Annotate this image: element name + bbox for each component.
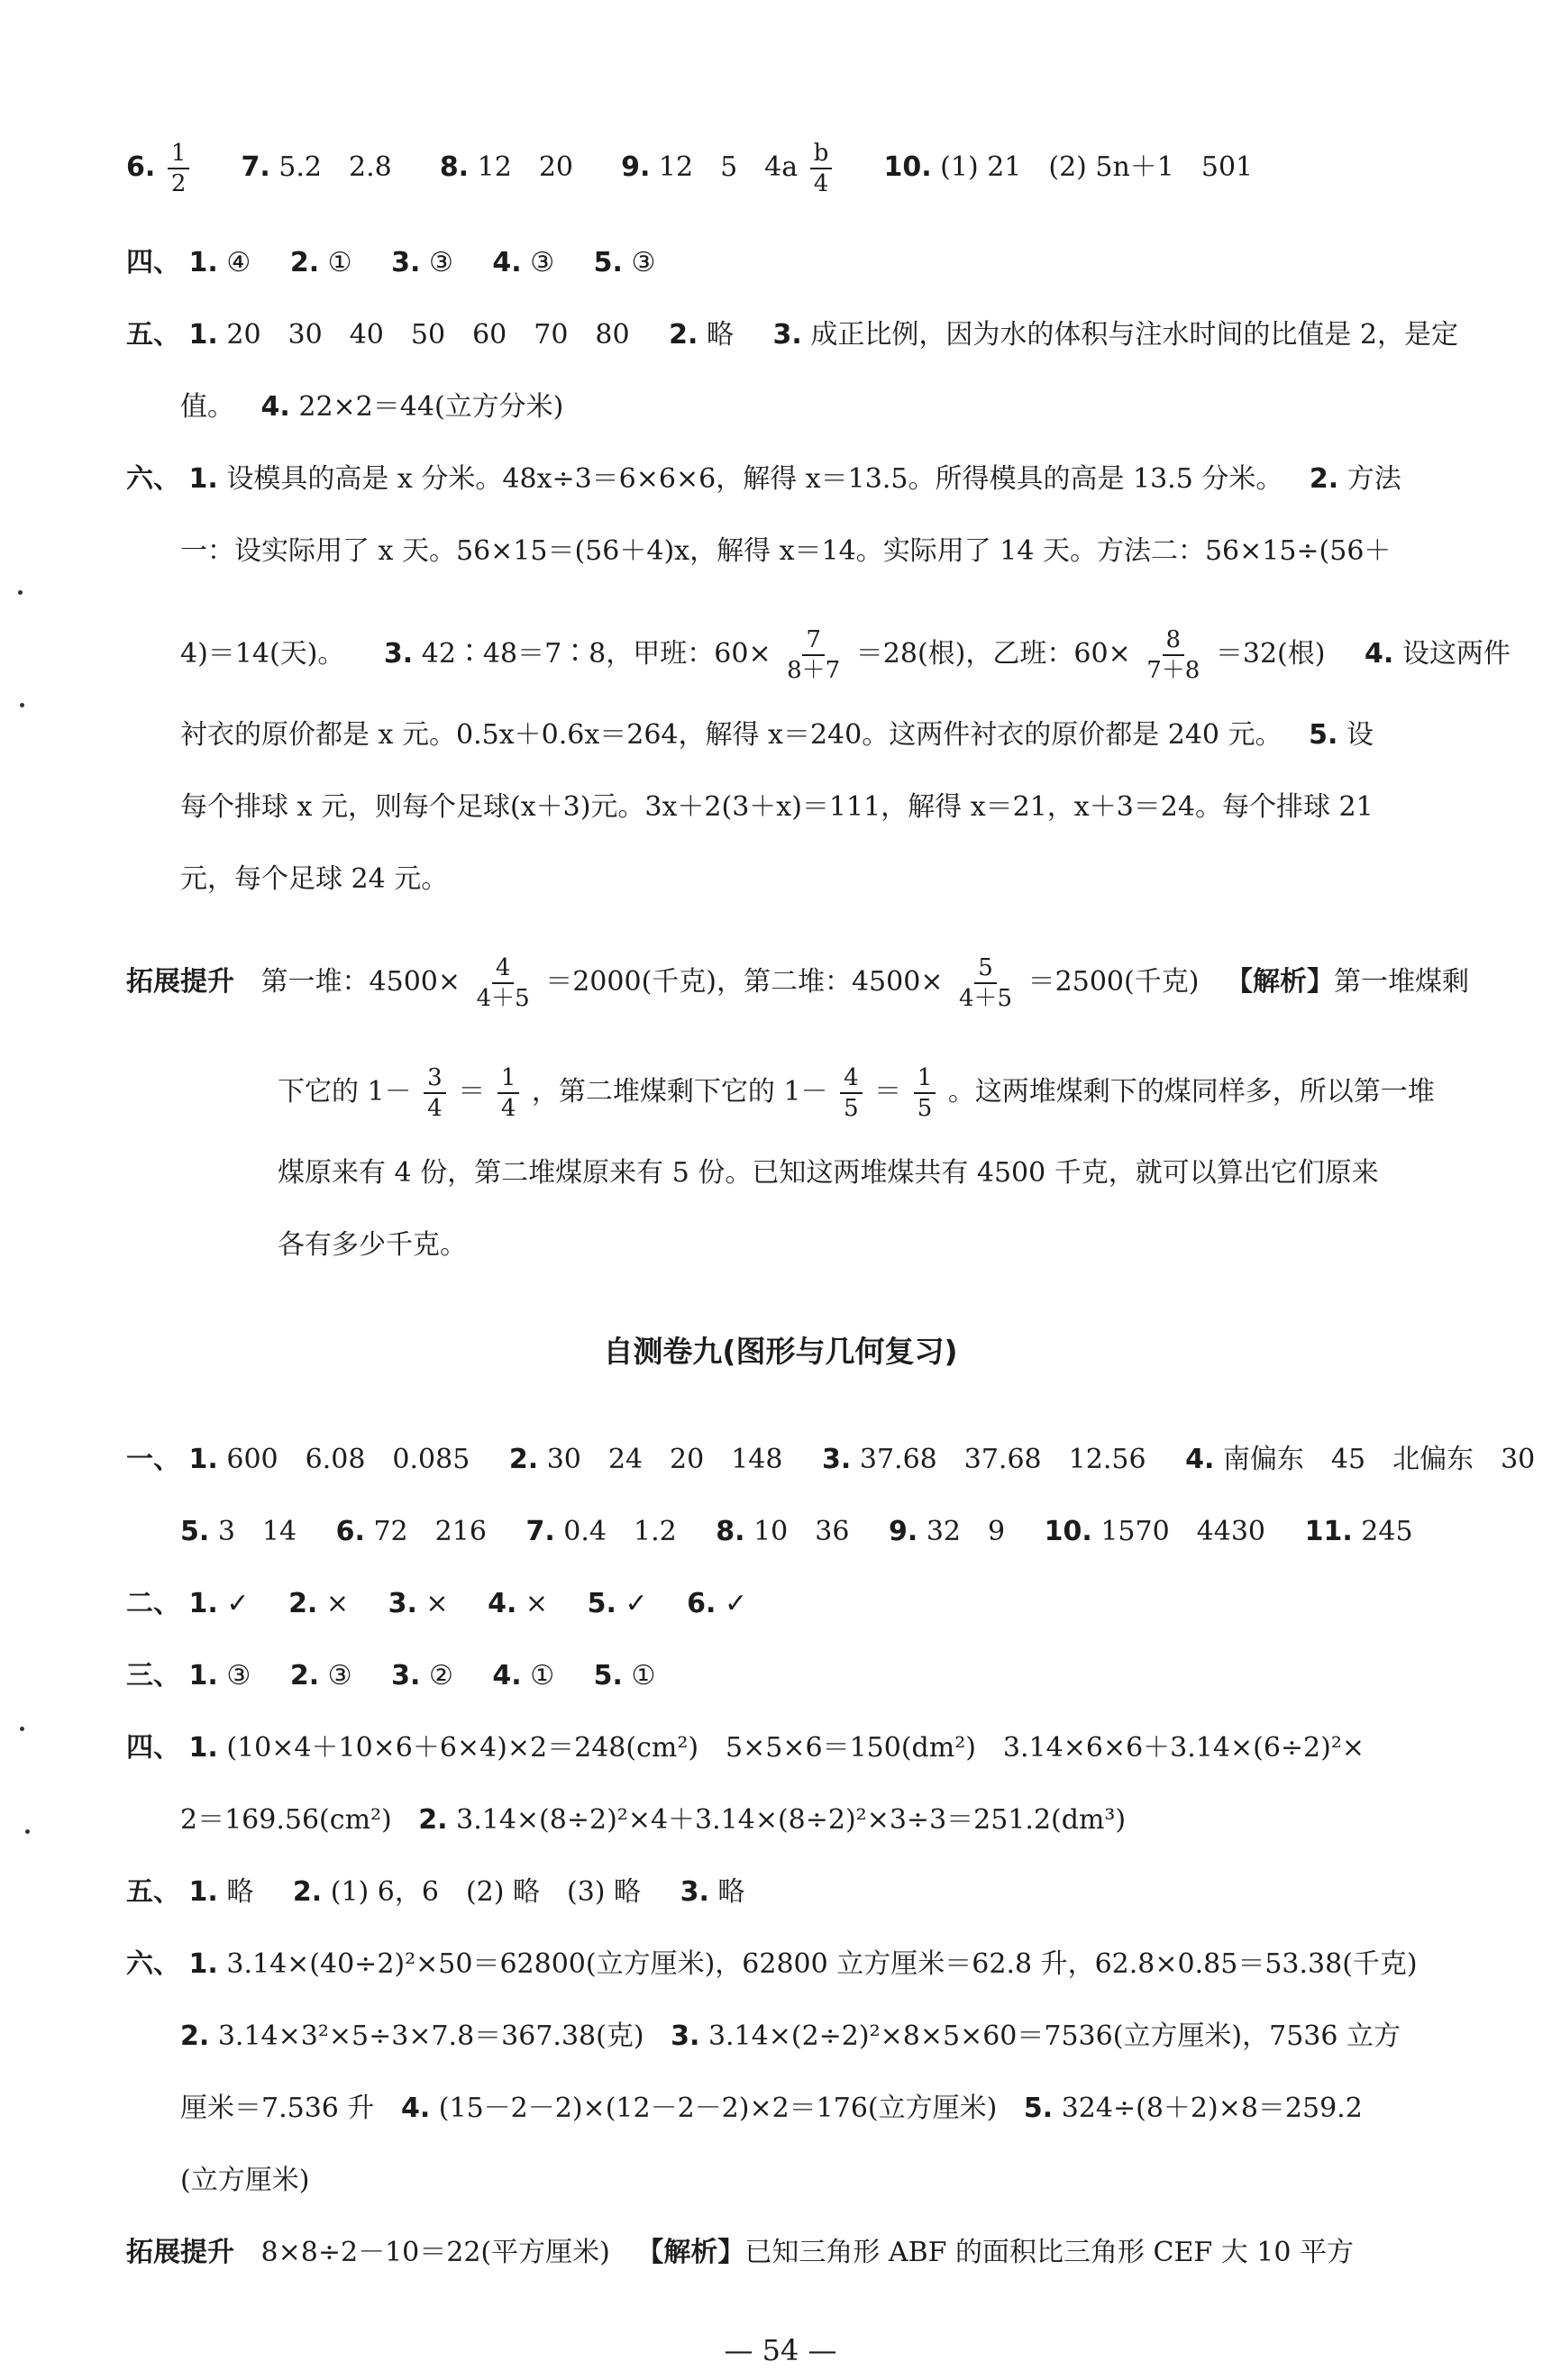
fraction: $\frac{4}{5}$ [840, 1063, 863, 1123]
line-extension-end: 各有多少千克。 [278, 1229, 467, 1261]
fraction: $\frac{7}{8+7}$ [787, 626, 841, 684]
section-heading: 二、 [126, 1588, 180, 1619]
line-extension-cont: 煤原来有 4 份，第二堆煤原来有 5 份。已知这两堆煤共有 4500 千克，就可以算出它们原来 [278, 1157, 1379, 1189]
line-section-5-cont: 值。 4. 22×2＝44(立方分米) [180, 391, 564, 423]
fraction: $\frac{8}{7+8}$ [1146, 626, 1200, 684]
line-part-6: 六、 1. 3.14×(40÷2)²×50＝62800(立方厘米)，62800 立方厘米＝62.8 升，62.8×0.85＝53.38(千克) [126, 1948, 1418, 1980]
line-part-6-cont: 2. 3.14×3²×5÷3×7.8＝367.38(克) 3. 3.14×(2÷2)²×8×5×60＝7536(立方厘米)，7536 立方 [180, 2020, 1401, 2052]
extension-label: 拓展提升 [126, 2237, 234, 2268]
line-extension: 拓展提升 第一堆：4500× $\frac{4}{4+5}$ ＝2000(千克)，第二堆：4500× $\frac{5}{4+5}$ ＝2500(千克) 【解析】第一堆煤剩 [126, 954, 1469, 1012]
section-heading: 六、 [126, 1948, 180, 1980]
line-part-2: 二、 1. ✓ 2. × 3. × 4. × 5. ✓ 6. ✓ [126, 1588, 748, 1619]
section-heading: 一、 [126, 1444, 180, 1475]
line-part-3: 三、 1. ③ 2. ③ 3. ② 4. ① 5. ① [126, 1660, 656, 1692]
fraction: $\frac{b}{4}$ [810, 139, 833, 198]
item-number: 6. [126, 151, 156, 183]
section-heading: 五、 [126, 1876, 180, 1908]
fraction: $\frac{1}{5}$ [914, 1063, 936, 1123]
fraction: $\frac{1}{2}$ [168, 139, 190, 198]
scan-speck [18, 590, 23, 595]
section-title: 自测卷九(图形与几何复习) [603, 1334, 958, 1369]
line-answers-6-10 [126, 139, 1471, 198]
answer-text: 12 5 4a [658, 151, 799, 183]
line-extension-2: 拓展提升 8×8÷2－10＝22(平方厘米) 【解析】已知三角形 ABF 的面积比三角形 CEF 大 10 平方 [126, 2237, 1354, 2268]
line-section-4: 四、 1. ④ 2. ① 3. ③ 4. ③ 5. ③ [126, 247, 656, 278]
answer-text: (1) 21 (2) 5n＋1 501 [940, 151, 1254, 183]
line-part-4: 四、 1. (10×4＋10×6＋6×4)×2＝248(cm²) 5×5×6＝150(dm²) 3.14×6×6＋3.14×(6÷2)²× [126, 1732, 1365, 1764]
answer-text: 5.2 2.8 [278, 151, 392, 183]
fraction: $\frac{5}{4+5}$ [959, 954, 1013, 1012]
line-section-6-q4: 衬衣的原价都是 x 元。0.5x＋0.6x＝264，解得 x＝240。这两件衬衣的原价都是 240 元。 5. 设 [180, 719, 1374, 751]
line-section-6-q5: 每个排球 x 元，则每个足球(x＋3)元。3x＋2(3＋x)＝111，解得 x＝21，x＋3＝24。每个排球 21 [180, 791, 1374, 823]
fraction: $\frac{4}{4+5}$ [476, 954, 530, 1012]
line-part-1: 一、 1. 600 6.08 0.085 2. 30 24 20 148 3. 37.68 37.68 12.56 4. 南偏东 45 北偏东 30 [126, 1444, 1536, 1475]
line-extension-cont: 下它的 1－ $\frac{3}{4}$ ＝ $\frac{1}{4}$ ，第二堆煤剩下它的 1－ $\frac{4}{5}$ ＝ $\frac{1}{5}$ 。这两堆煤剩下的煤同样多，所以第一堆 [278, 1064, 1435, 1122]
scan-speck [25, 1829, 30, 1834]
line-section-6: 六、 1. 设模具的高是 x 分米。48x÷3＝6×6×6，解得 x＝13.5。所得模具的高是 13.5 分米。 2. 方法 [126, 463, 1401, 495]
item-number: 10. [883, 151, 932, 183]
answer-text: 12 20 [477, 151, 573, 183]
scan-speck [20, 703, 24, 707]
scan-speck [20, 1727, 24, 1731]
page-number: — 54 — [724, 2333, 837, 2367]
line-section-6-cont: 一：设实际用了 x 天。56×15＝(56＋4)x，解得 x＝14。实际用了 14 天。方法二：56×15÷(56＋ [180, 535, 1392, 567]
section-heading: 四、 [126, 1732, 180, 1764]
fraction: $\frac{1}{4}$ [498, 1063, 520, 1123]
section-heading: 四、 [126, 247, 180, 278]
section-heading: 三、 [126, 1660, 180, 1692]
item-number: 7. [241, 151, 270, 183]
line-part-1-cont: 5. 3 14 6. 72 216 7. 0.4 1.2 8. 10 36 9. 32 9 10. 1570 4430 11. 245 [180, 1516, 1413, 1547]
line-section-5: 五、 1. 20 30 40 50 60 70 80 2. 略 3. 成正比例，因为水的体积与注水时间的比值是 2，是定 [126, 319, 1458, 351]
section-heading: 五、 [126, 319, 180, 351]
line-part-5: 五、 1. 略 2. (1) 6，6 (2) 略 (3) 略 3. 略 [126, 1876, 745, 1908]
line-section-6-q5-end: 元，每个足球 24 元。 [180, 863, 449, 895]
line-part-6-cont: 厘米＝7.536 升 4. (15－2－2)×(12－2－2)×2＝176(立方厘米) 5. 324÷(8＋2)×8＝259.2 [180, 2093, 1363, 2124]
section-heading: 六、 [126, 463, 180, 495]
fraction: $\frac{3}{4}$ [424, 1063, 446, 1123]
item-number: 9. [621, 151, 651, 183]
item-number: 8. [439, 151, 470, 183]
line-section-6-q3: 4)＝14(天)。 3. 42∶48＝7∶8，甲班：60× $\frac{7}{8+7}$ ＝28(根)，乙班：60× $\frac{8}{7+8}$ ＝32(根) 4. 设这两件 [180, 626, 1511, 684]
line-part-6-end: (立方厘米) [180, 2165, 310, 2196]
extension-label: 拓展提升 [126, 966, 234, 998]
line-part-4-cont: 2＝169.56(cm²) 2. 3.14×(8÷2)²×4＋3.14×(8÷2)²×3÷3＝251.2(dm³) [180, 1804, 1127, 1836]
